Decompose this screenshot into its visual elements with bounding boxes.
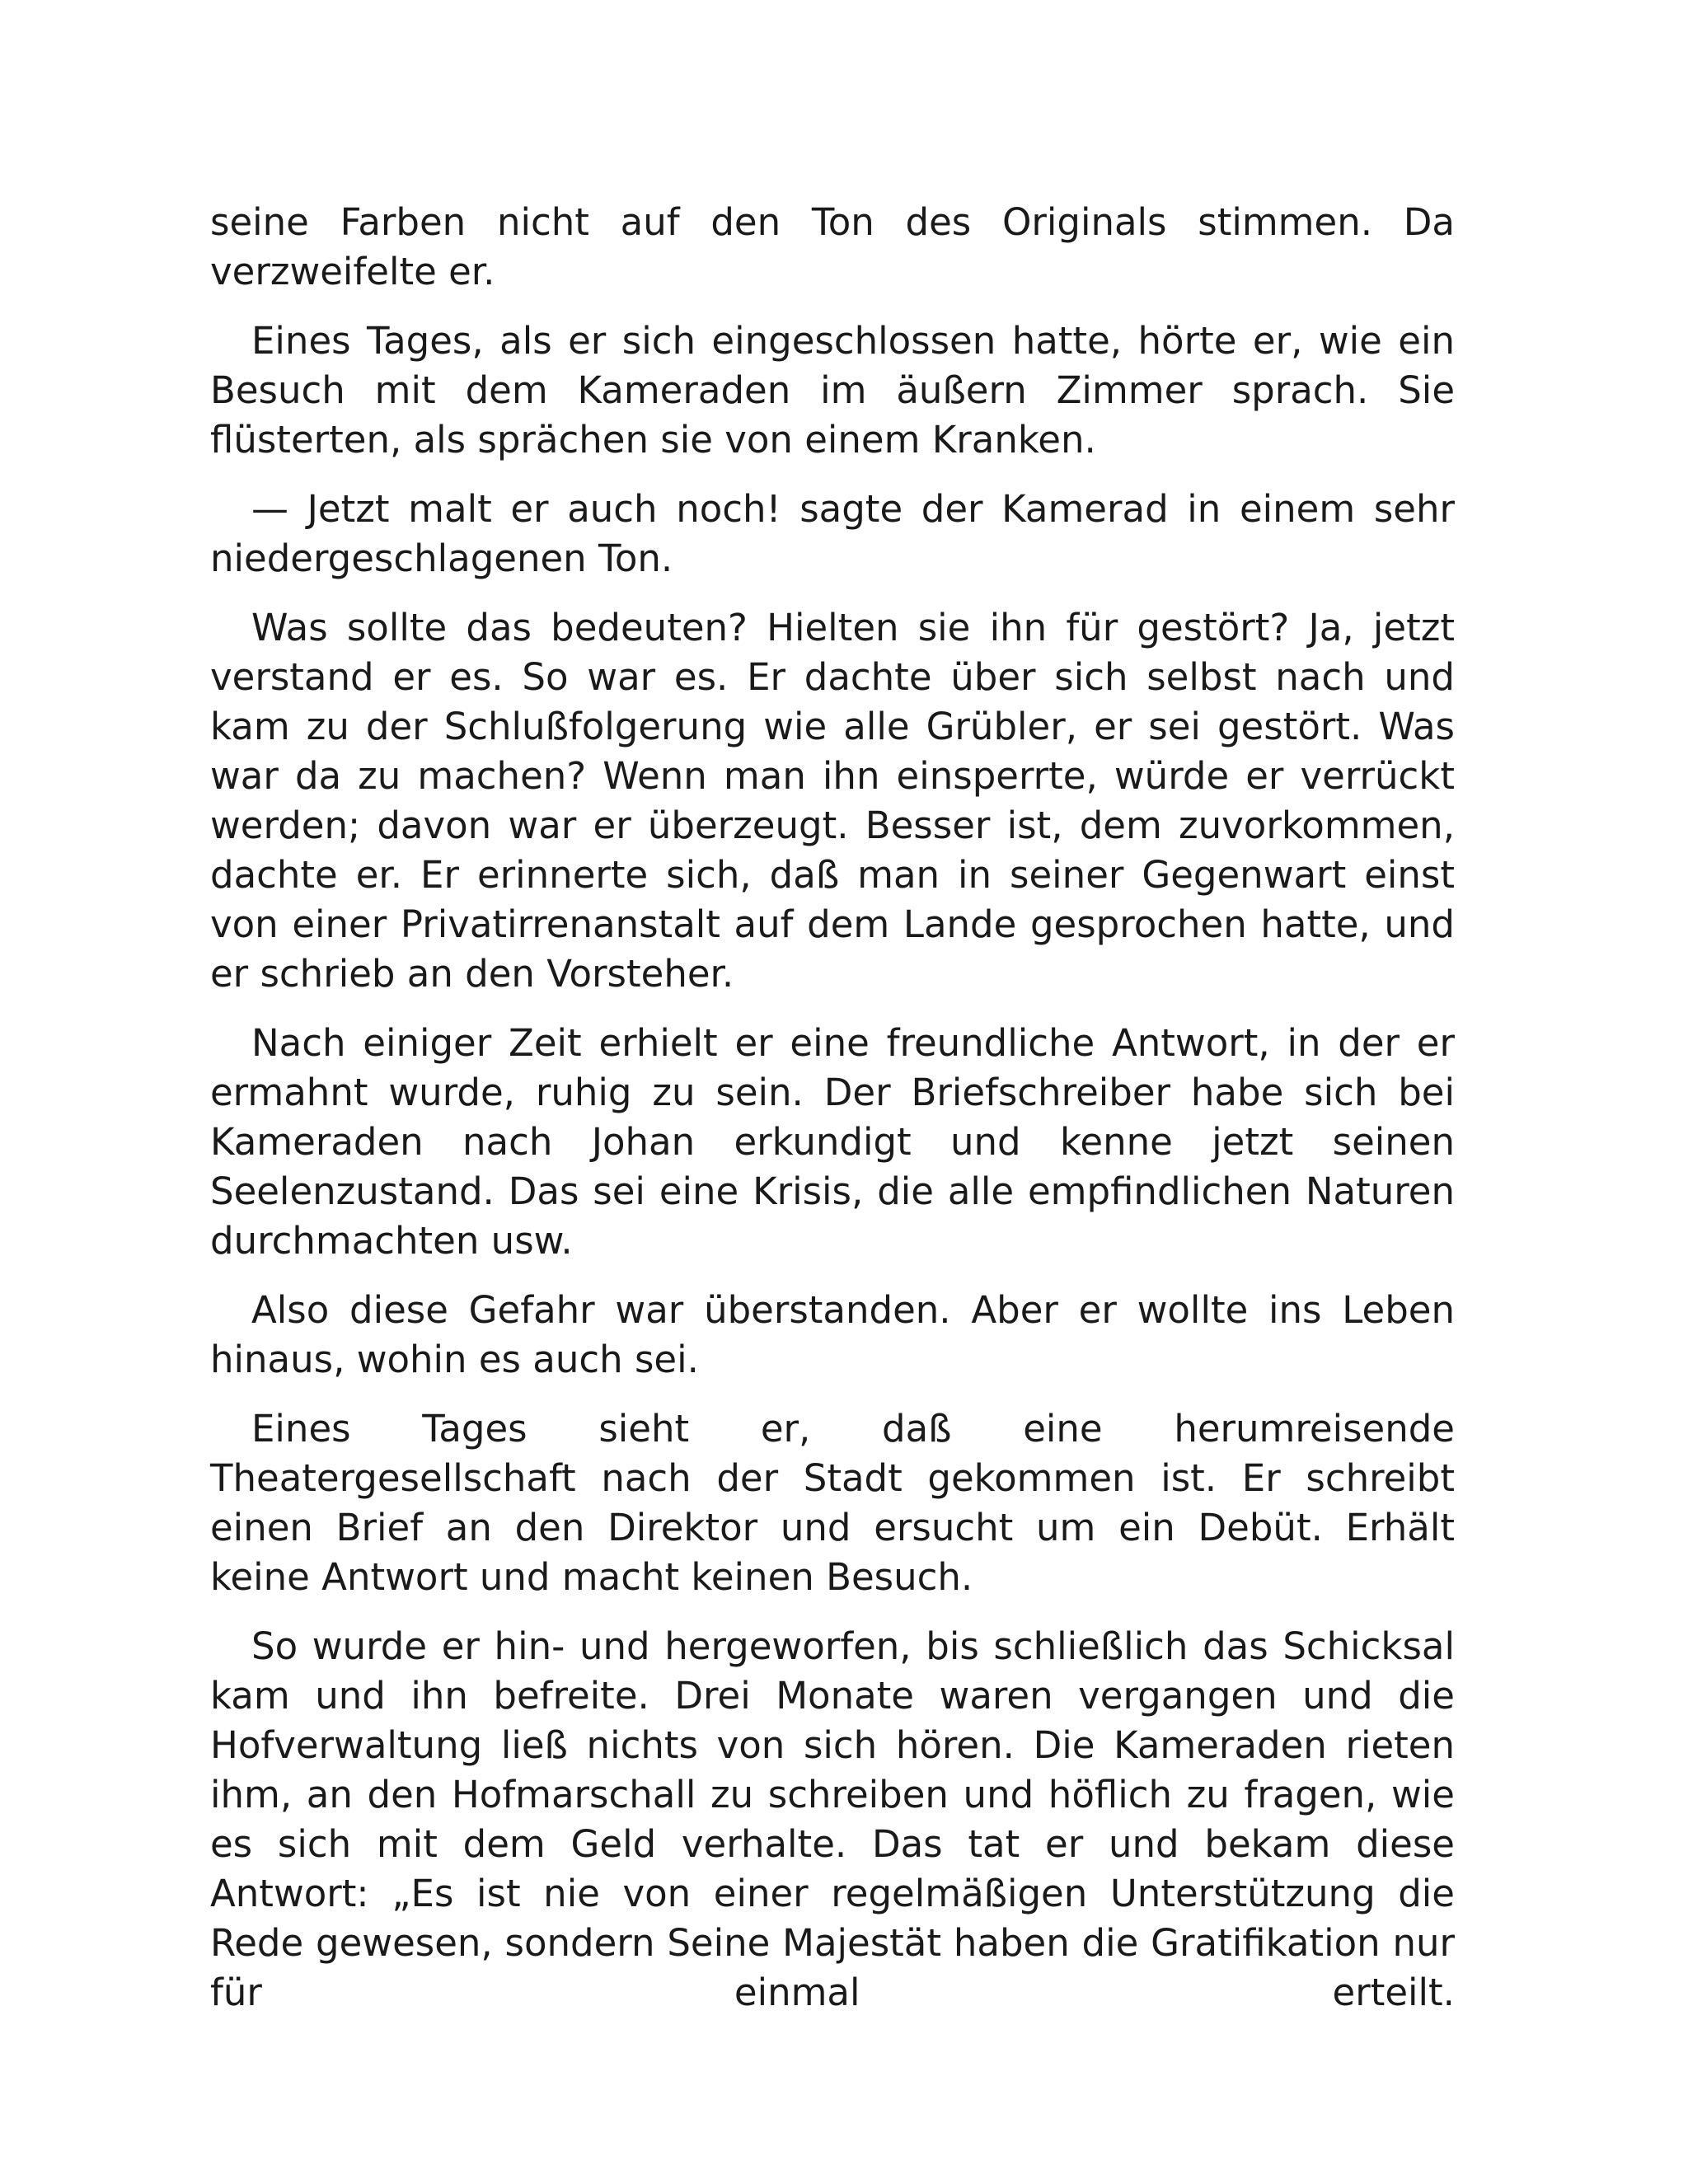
paragraph-4: Was sollte das bedeuten? Hielten sie ihn für gestört? Ja, jetzt verstand er es. So war es. Er dachte über sich selbst nach und kam zu der Schlußfolgerung wie alle Grübler, er sei gestört. Was war da zu machen? Wenn man ihn einsperrte, würde er verrückt werden; davon war er überzeugt. Besser ist, dem zuvorkommen, dachte er. Er erinnerte sich, daß man in seiner Gegenwart einst von einer Privatirrenanstalt auf dem Lande gesprochen hatte, und er schrieb an den Vorsteher. (210, 606, 1455, 996)
paragraph-5: Nach einiger Zeit erhielt er eine freundliche Antwort, in der er ermahnt wurde, ruhig zu sein. Der Briefschreiber habe sich bei Kameraden nach Johan erkundigt und kenne jetzt seinen Seelenzustand. Das sei eine Krisis, die alle empfindlichen Naturen durchmachten usw. (210, 1021, 1455, 1263)
paragraph-1: seine Farben nicht auf den Ton des Originals stimmen. Da verzweifelte er. (210, 200, 1455, 293)
document-page (210, 198, 1455, 2037)
paragraph-8: So wurde er hin- und hergeworfen, bis schließlich das Schicksal kam und ihn befreite. Drei Monate waren vergangen und die Hofverwaltung ließ nichts von sich hören. Die Kameraden rieten ihm, an den Hofmarschall zu schreiben und höflich zu fragen, wie es sich mit dem Geld verhalte. Das tat er und bekam diese Antwort: „Es ist nie von einer regelmäßigen Unterstützung die Rede gewesen, sondern Seine Majestät haben die Gratifikation nur für einmal erteilt. (210, 1624, 1455, 2014)
paragraph-3: — Jetzt malt er auch noch! sagte der Kamerad in einem sehr niedergeschlagenen Ton. (210, 487, 1455, 580)
paragraph-6: Also diese Gefahr war überstanden. Aber er wollte ins Leben hinaus, wohin es auch sei. (210, 1288, 1455, 1381)
paragraph-2: Eines Tages, als er sich eingeschlossen hatte, hörte er, wie ein Besuch mit dem Kameraden im äußern Zimmer sprach. Sie flüsterten, als sprächen sie von einem Kranken. (210, 319, 1455, 462)
paragraph-7: Eines Tages sieht er, daß eine herumreisende Theatergesellschaft nach der Stadt gekommen ist. Er schreibt einen Brief an den Direktor und ersucht um ein Debüt. Erhält keine Antwort und macht keinen Besuch. (210, 1407, 1455, 1599)
